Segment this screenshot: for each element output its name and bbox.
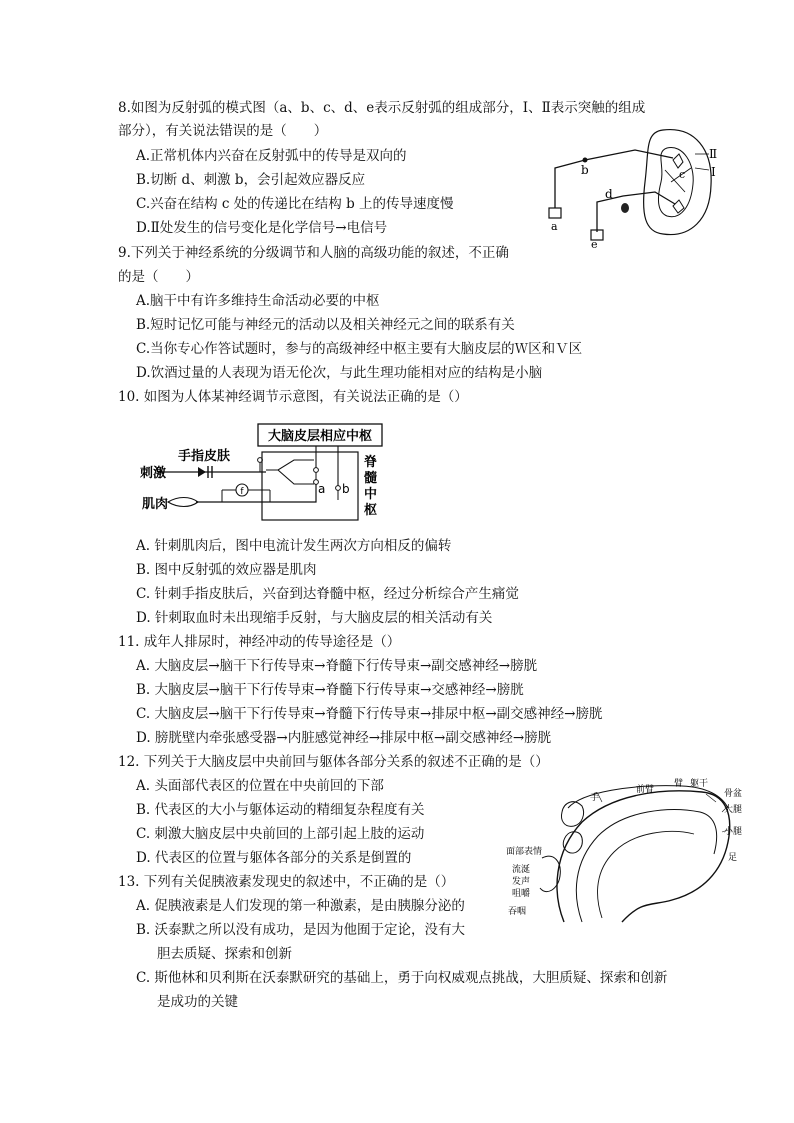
fig10-label-a: a xyxy=(318,482,326,496)
q13-option-c-line2: 是成功的关键 xyxy=(157,994,238,1010)
fig12-foot: 足 xyxy=(728,853,738,863)
q10-stem: 10. 如图为人体某神经调节示意图，有关说法正确的是（） xyxy=(118,389,468,405)
q10-option-c[interactable]: C. 针刺手指皮肤后，兴奋到达脊髓中枢，经过分析综合产生痛觉 xyxy=(136,586,519,602)
q13-option-a[interactable]: A. 促胰液素是人们发现的第一种激素，是由胰腺分泌的 xyxy=(136,898,465,914)
q11-option-a[interactable]: A. 大脑皮层→脑干下行传导束→脊髓下行传导束→副交感神经→膀胱 xyxy=(136,658,538,674)
q9-option-d[interactable]: D.饮酒过量的人表现为语无伦次，与此生理功能相对应的结构是小脑 xyxy=(136,365,543,381)
fig12-swallow: 吞咽 xyxy=(508,907,527,917)
fig12-chew: 咀嚼 xyxy=(512,889,531,899)
fig12-arm: 臂 xyxy=(674,779,684,789)
q12-option-b[interactable]: B. 代表区的大小与躯体运动的精细复杂程度有关 xyxy=(136,802,425,818)
q13-option-c-line1[interactable]: C. 斯他林和贝利斯在沃泰默研究的基础上，勇于向权威观点挑战，大胆质疑、探索和创新 xyxy=(136,970,668,986)
fig10-spinal-3: 中 xyxy=(364,487,378,502)
fig8-label-a: a xyxy=(551,220,558,233)
fig8-label-b: b xyxy=(581,163,589,177)
fig12-forearm: 前臂 xyxy=(636,785,655,795)
q10-option-a[interactable]: A. 针刺肌肉后，图中电流计发生两次方向相反的偏转 xyxy=(136,538,452,554)
fig12-trunk: 躯干 xyxy=(690,779,709,789)
q9-option-a[interactable]: A.脑干中有许多维持生命活动必要的中枢 xyxy=(136,293,380,309)
fig12-thigh: 大腿 xyxy=(724,805,743,815)
q8-option-b[interactable]: B.切断 d、刺激 b，会引起效应器反应 xyxy=(136,172,366,188)
q11-stem: 11. 成年人排尿时，神经冲动的传导途径是（） xyxy=(118,634,401,650)
q8-stem-line1: 8.如图为反射弧的模式图（a、b、c、d、e表示反射弧的组成部分，Ⅰ、Ⅱ表示突触的组成 xyxy=(118,100,646,116)
fig10-stimulus-label: 刺激 xyxy=(140,466,167,481)
q13-stem: 13. 下列有关促胰液素发现史的叙述中，不正确的是（） xyxy=(118,874,455,890)
fig10-cortex-label: 大脑皮层相应中枢 xyxy=(267,429,373,444)
q9-stem-line2: 的是（ ） xyxy=(118,269,199,285)
fig8-label-c: c xyxy=(679,168,686,181)
q10-option-b[interactable]: B. 图中反射弧的效应器是肌肉 xyxy=(136,562,317,578)
fig12-pelvis: 骨盆 xyxy=(724,789,743,799)
fig8-label-I: Ⅰ xyxy=(711,165,716,179)
fig10-skin-label: 手指皮肤 xyxy=(178,449,231,464)
q9-option-b[interactable]: B.短时记忆可能与神经元的活动以及相关神经元之间的联系有关 xyxy=(136,317,515,333)
q13-option-b-line1[interactable]: B. 沃泰默之所以没有成功，是因为他囿于定论，没有大 xyxy=(136,922,466,938)
q11-option-d[interactable]: D. 膀胱壁内牵张感受器→内脏感觉神经→排尿中枢→副交感神经→膀胱 xyxy=(136,730,552,746)
q9-option-c[interactable]: C.当你专心作答试题时，参与的高级神经中枢主要有大脑皮层的Ｗ区和Ｖ区 xyxy=(136,341,583,357)
fig10-muscle-label: 肌肉 xyxy=(142,497,169,512)
q8-option-d[interactable]: D.Ⅱ处发生的信号变化是化学信号→电信号 xyxy=(136,220,388,236)
q13-option-b-line2: 胆去质疑、探索和创新 xyxy=(157,946,292,962)
fig10-spinal-2: 髓 xyxy=(364,471,378,486)
q11-option-c[interactable]: C. 大脑皮层→脑干下行传导束→脊髓下行传导束→排尿中枢→副交感神经→膀胱 xyxy=(136,706,603,722)
q10-option-d[interactable]: D. 针刺取血时未出现缩手反射，与大脑皮层的相关活动有关 xyxy=(136,610,493,626)
fig12-calf: 小腿 xyxy=(724,827,743,837)
fig8-label-e: e xyxy=(591,238,598,250)
fig12-saliva: 流涎 xyxy=(512,865,531,875)
svg-text:f: f xyxy=(240,487,244,497)
q8-option-c[interactable]: C.兴奋在结构 c 处的传递比在结构 b 上的传导速度慢 xyxy=(136,196,454,212)
fig10-spinal-4: 枢 xyxy=(364,503,378,518)
q12-option-a[interactable]: A. 头面部代表区的位置在中央前回的下部 xyxy=(136,778,384,794)
motor-cortex-homunculus-figure xyxy=(502,772,752,932)
q12-stem: 12. 下列关于大脑皮层中央前回与躯体各部分关系的叙述不正确的是（） xyxy=(118,754,549,770)
q8-stem-line2: 部分），有关说法错误的是（ ） xyxy=(118,123,328,139)
fig10-spinal-1: 脊 xyxy=(364,455,378,470)
nerve-regulation-figure xyxy=(138,420,388,525)
q12-option-d[interactable]: D. 代表区的位置与躯体各部分的关系是倒置的 xyxy=(136,850,412,866)
fig12-face: 面部表情 xyxy=(506,847,543,857)
fig12-hand: 手 xyxy=(590,793,600,803)
q9-stem-line1: 9.下列关于神经系统的分级调节和人脑的高级功能的叙述，不正确 xyxy=(118,245,509,261)
reflex-arc-figure xyxy=(545,120,725,250)
q8-option-a[interactable]: A.正常机体内兴奋在反射弧中的传导是双向的 xyxy=(136,148,407,164)
q11-option-b[interactable]: B. 大脑皮层→脑干下行传导束→脊髓下行传导束→交感神经→膀胱 xyxy=(136,682,524,698)
q12-option-c[interactable]: C. 刺激大脑皮层中央前回的上部引起上肢的运动 xyxy=(136,826,425,842)
fig10-label-b: b xyxy=(342,482,350,496)
fig8-label-II: Ⅱ xyxy=(709,147,718,161)
fig8-label-d: d xyxy=(605,187,613,201)
fig12-speech: 发声 xyxy=(512,877,531,887)
